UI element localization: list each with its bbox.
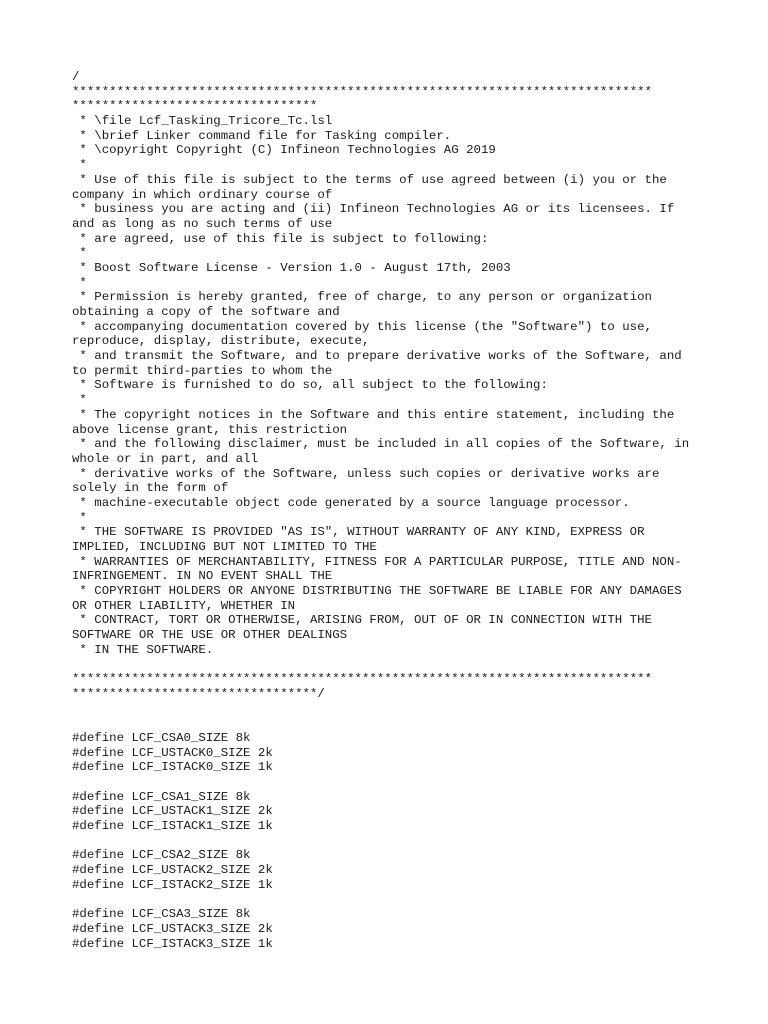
code-line: * Software is furnished to do so, all subject to the following: [72,378,548,393]
code-line: company in which ordinary course of [72,187,333,202]
code-line: #define LCF_ISTACK0_SIZE 1k [72,760,273,775]
code-line: / [72,70,80,84]
code-line: * THE SOFTWARE IS PROVIDED "AS IS", WITHOUT WARRANTY OF ANY KIND, EXPRESS OR [72,525,645,540]
code-line [72,716,712,731]
code-line: * [72,158,87,173]
code-line: * Use of this file is subject to the terms of use agreed between (i) you or the [72,172,667,187]
code-line: *********************************/ [72,686,325,701]
code-line [72,658,712,673]
code-line: and as long as no such terms of use [72,216,333,231]
code-line: * \file Lcf_Tasking_Tricore_Tc.lsl [72,114,333,129]
code-line: * WARRANTIES OF MERCHANTABILITY, FITNESS FOR A PARTICULAR PURPOSE, TITLE AND NON- [72,554,682,569]
code-line: * Permission is hereby granted, free of charge, to any person or organization [72,290,652,305]
code-line: #define LCF_CSA1_SIZE 8k [72,789,251,804]
code-line: #define LCF_ISTACK1_SIZE 1k [72,819,273,834]
code-line: #define LCF_CSA0_SIZE 8k [72,730,251,745]
code-line [72,834,712,849]
code-line: * [72,393,87,408]
code-line: * Boost Software License - Version 1.0 - August 17th, 2003 [72,260,511,275]
code-line [72,702,712,717]
code-line: ****************************************************************************** [72,84,652,99]
code-line: to permit third-parties to whom the [72,363,333,378]
code-line: above license grant, this restriction [72,422,348,437]
code-line: * \copyright Copyright (C) Infineon Technologies AG 2019 [72,143,496,158]
code-line: OR OTHER LIABILITY, WHETHER IN [72,598,296,613]
code-line: ****************************************************************************** [72,672,652,687]
code-block [72,70,712,951]
code-line: * IN THE SOFTWARE. [72,642,214,657]
code-line: #define LCF_ISTACK2_SIZE 1k [72,877,273,892]
code-line [72,775,712,790]
code-line: * The copyright notices in the Software and this entire statement, including the [72,407,675,422]
code-line: SOFTWARE OR THE USE OR OTHER DEALINGS [72,628,348,643]
code-line: * and the following disclaimer, must be included in all copies of the Software, in [72,437,690,452]
code-line: INFRINGEMENT. IN NO EVENT SHALL THE [72,569,333,584]
code-line: reproduce, display, distribute, execute, [72,334,370,349]
code-line: * and transmit the Software, and to prepare derivative works of the Software, and [72,349,682,364]
code-line: * COPYRIGHT HOLDERS OR ANYONE DISTRIBUTING THE SOFTWARE BE LIABLE FOR ANY DAMAGES [72,584,682,599]
document-page [72,70,712,951]
code-line: #define LCF_USTACK3_SIZE 2k [72,921,273,936]
code-line: * accompanying documentation covered by this license (the "Software") to use, [72,319,652,334]
code-line: ********************************* [72,99,318,114]
code-line: #define LCF_USTACK1_SIZE 2k [72,804,273,819]
code-line: * are agreed, use of this file is subject to following: [72,231,489,246]
code-line: * [72,246,87,261]
code-line: * CONTRACT, TORT OR OTHERWISE, ARISING FROM, OUT OF OR IN CONNECTION WITH THE [72,613,652,628]
code-line [72,893,712,908]
code-line: * [72,510,87,525]
code-line: * [72,275,87,290]
code-line: * business you are acting and (ii) Infineon Technologies AG or its licensees. If [72,202,675,217]
code-line: whole or in part, and all [72,451,258,466]
code-line: obtaining a copy of the software and [72,305,340,319]
code-line: #define LCF_ISTACK3_SIZE 1k [72,936,273,951]
code-line: solely in the form of [72,481,229,496]
code-line: * derivative works of the Software, unless such copies or derivative works are [72,466,660,481]
code-line: #define LCF_CSA3_SIZE 8k [72,907,251,922]
code-line: #define LCF_USTACK2_SIZE 2k [72,863,273,878]
code-line: * machine-executable object code generated by a source language processor. [72,495,630,510]
code-line: #define LCF_CSA2_SIZE 8k [72,848,251,863]
code-line: IMPLIED, INCLUDING BUT NOT LIMITED TO THE [72,540,377,554]
code-line: * \brief Linker command file for Tasking compiler. [72,128,452,143]
code-line: #define LCF_USTACK0_SIZE 2k [72,745,273,760]
